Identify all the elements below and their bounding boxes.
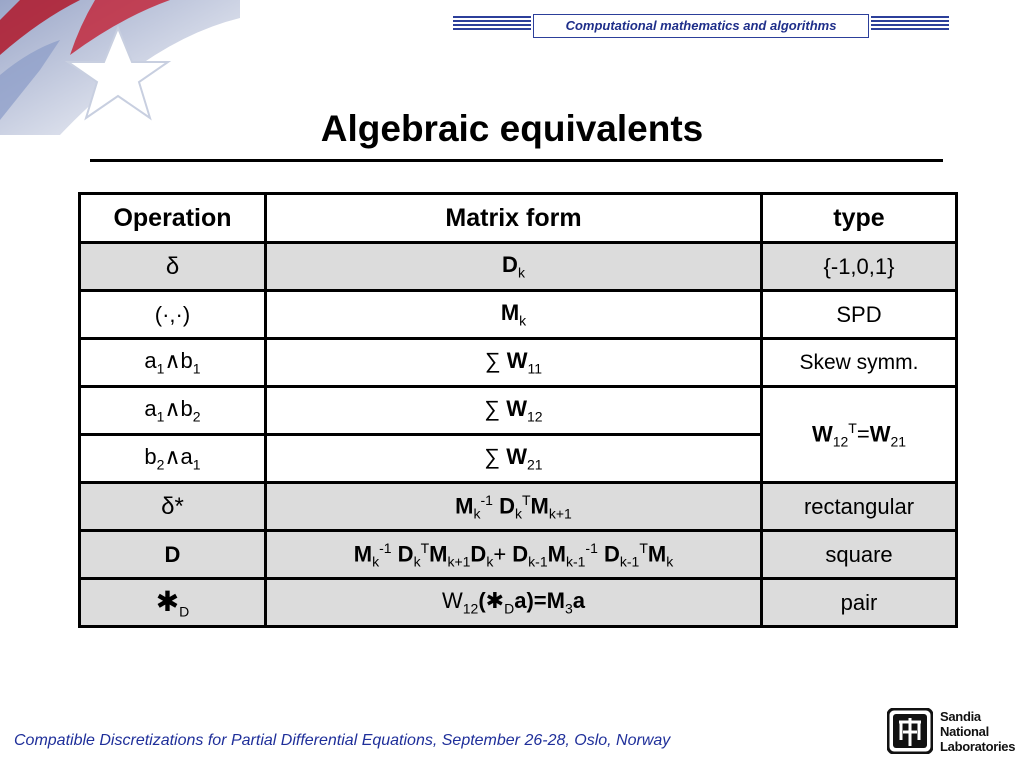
- banner-stripes-left: [453, 16, 531, 34]
- table-header-row: [80, 194, 957, 243]
- matrix-form-cell: ∑ $W_{11}$: [266, 339, 762, 387]
- banner-stripes-right: [871, 16, 949, 34]
- type-cell: Skew symm.: [762, 339, 957, 387]
- table-row: [80, 531, 957, 579]
- operation-cell: δ*: [80, 483, 266, 531]
- operation-cell: δ: [80, 243, 266, 291]
- sandia-thunderbird-icon: [887, 708, 933, 754]
- table-row: [80, 579, 957, 627]
- operation-cell: $a_1\wedge b_2$: [80, 387, 266, 435]
- conference-footer: Compatible Discretizations for Partial Differential Equations, September 26-28, Oslo, Norway: [14, 732, 671, 749]
- header-operation: Operation: [80, 194, 266, 243]
- type-cell: rectangular: [762, 483, 957, 531]
- operation-cell: D: [80, 531, 266, 579]
- matrix-form-cell: $W_{12}(✱_Da)=M_3a$: [266, 579, 762, 627]
- operation-cell: (·,·): [80, 291, 266, 339]
- title-underline: [90, 159, 943, 162]
- banner-label: Computational mathematics and algorithms: [533, 14, 869, 38]
- header-matrix-form: Matrix form: [266, 194, 762, 243]
- table-row: [80, 291, 957, 339]
- matrix-form-cell: ∑ $W_{21}$: [266, 435, 762, 483]
- operation-cell: $✱_D$: [80, 579, 266, 627]
- matrix-form-cell: $M_k^{-1}$ $D_k^TM_{k+1}D_k+ D_{k-1}M_{k-1}^{-1}$ $D_{k-1}^TM_k$: [266, 531, 762, 579]
- type-cell: square: [762, 531, 957, 579]
- table-row: [80, 387, 957, 435]
- type-cell: SPD: [762, 291, 957, 339]
- header-type: type: [762, 194, 957, 243]
- matrix-form-cell: $M_k$: [266, 291, 762, 339]
- table-row: [80, 243, 957, 291]
- table-row: [80, 339, 957, 387]
- operation-cell: $b_2\wedge a_1$: [80, 435, 266, 483]
- matrix-form-cell: ∑ $W_{12}$: [266, 387, 762, 435]
- matrix-form-cell: $M_k^{-1}$ $D_k^TM_{k+1}$: [266, 483, 762, 531]
- table-row: [80, 483, 957, 531]
- sandia-logo: [887, 708, 1017, 758]
- type-cell-merged: $W_{12}^T=W_{21}$: [762, 387, 957, 483]
- type-cell: {-1,0,1}: [762, 243, 957, 291]
- matrix-form-cell: $D_k$: [266, 243, 762, 291]
- header-banner: [453, 14, 949, 38]
- equivalents-table: [78, 192, 958, 628]
- page-title: Algebraic equivalents: [320, 108, 704, 149]
- type-cell: pair: [762, 579, 957, 627]
- operation-cell: $a_1\wedge b_1$: [80, 339, 266, 387]
- sandia-logo-text: Sandia National Laboratories: [940, 709, 1016, 754]
